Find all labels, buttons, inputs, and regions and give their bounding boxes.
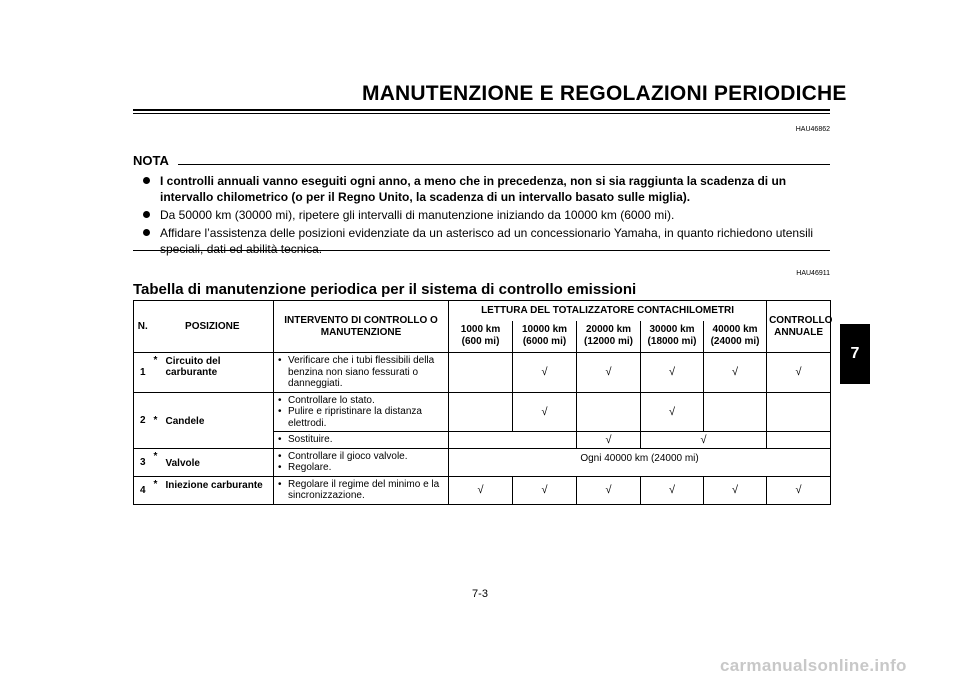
asterisk-icon: * [152,392,164,448]
header-interval: 20000 km (12000 mi) [577,321,641,353]
reference-code: HAU46911 [796,270,830,277]
page-number: 7-3 [472,588,488,600]
row-number: 1 [134,353,152,393]
bullet-icon [143,211,150,218]
bullet-icon [143,177,150,184]
table-row [134,392,831,432]
asterisk-icon: * [152,448,164,476]
nota-item-text: I controlli annuali vanno eseguiti ogni anno, a meno che in precedenza, non si sia raggiunta la scadenza di un intervallo chilometrico (o per il Regno Unito, la scadenza di un intervallo basato sulle miglia). [160,174,787,204]
table-row [134,448,831,476]
section-title: Tabella di manutenzione periodica per il sistema di controllo emissioni [133,281,637,298]
row-action: • Sostituire. [274,432,449,449]
bullet-icon [143,229,150,236]
chapter-tab: 7 [840,324,870,384]
nota-item [143,225,833,257]
row-action: • Verificare che i tubi flessibili della benzina non siano fessurati o danneggiati. [274,353,449,393]
check-mark: √ [577,476,641,504]
check-mark: √ [641,353,704,393]
interval-text: Ogni 40000 km (24000 mi) [449,448,831,476]
empty-cell [449,353,513,393]
check-mark: √ [641,432,767,449]
asterisk-icon: * [152,353,164,393]
empty-cell [449,392,513,432]
header-interval: 1000 km (600 mi) [449,321,513,353]
check-mark: √ [577,353,641,393]
title-rule [133,109,830,111]
nota-bottom-rule [133,250,830,251]
check-mark: √ [704,353,767,393]
check-mark: √ [641,476,704,504]
nota-list [143,173,833,259]
title-rule-thin [133,113,830,114]
empty-cell [767,392,831,432]
row-number: 4 [134,476,152,504]
empty-cell [704,392,767,432]
check-mark: √ [449,476,513,504]
header-action: INTERVENTO DI CONTROLLO O MANUTENZIONE [274,301,449,353]
empty-cell [449,432,577,449]
empty-cell [767,432,831,449]
check-mark: √ [767,476,831,504]
nota-item [143,173,833,205]
check-mark: √ [513,476,577,504]
table-header-row [134,301,831,321]
row-position: Candele [164,392,274,448]
check-mark: √ [577,432,641,449]
nota-item-text: Da 50000 km (30000 mi), ripetere gli intervalli di manutenzione iniziando da 10000 km (6000 mi). [160,208,675,222]
row-position: Valvole [164,448,274,476]
nota-rule [178,164,830,165]
header-interval: 40000 km (24000 mi) [704,321,767,353]
table-row [134,353,831,393]
table-row [134,476,831,504]
page-title: MANUTENZIONE E REGOLAZIONI PERIODICHE [362,82,847,105]
nota-item-text: Affidare l’assistenza delle posizioni evidenziate da un asterisco ad un concessionario Yamaha, in quanto richiedono utensili speciali, dati ed abilità tecnica. [160,226,814,256]
check-mark: √ [513,392,577,432]
asterisk-icon: * [152,476,164,504]
header-n: N. [134,301,152,353]
header-interval: 10000 km (6000 mi) [513,321,577,353]
row-action: • Controllare il gioco valvole. • Regolare. [274,448,449,476]
maintenance-table [133,300,831,505]
check-mark: √ [641,392,704,432]
nota-label: NOTA [133,153,169,168]
row-position: Circuito del carburante [164,353,274,393]
check-mark: √ [704,476,767,504]
header-position: POSIZIONE [152,301,274,353]
row-position: Iniezione carburante [164,476,274,504]
reference-code: HAU46862 [795,126,830,133]
nota-item [143,207,833,223]
check-mark: √ [513,353,577,393]
row-action: • Controllare lo stato. • Pulire e ripristinare la distanza elettrodi. [274,392,449,432]
header-interval: 30000 km (18000 mi) [641,321,704,353]
header-annual: CONTROLLO ANNUALE [767,301,831,353]
row-action: • Regolare il regime del minimo e la sincronizzazione. [274,476,449,504]
row-number: 3 [134,448,152,476]
check-mark: √ [767,353,831,393]
row-number: 2 [134,392,152,448]
header-odometer: LETTURA DEL TOTALIZZATORE CONTACHILOMETRI [449,301,767,321]
watermark: carmanualsonline.info [720,656,907,675]
empty-cell [577,392,641,432]
